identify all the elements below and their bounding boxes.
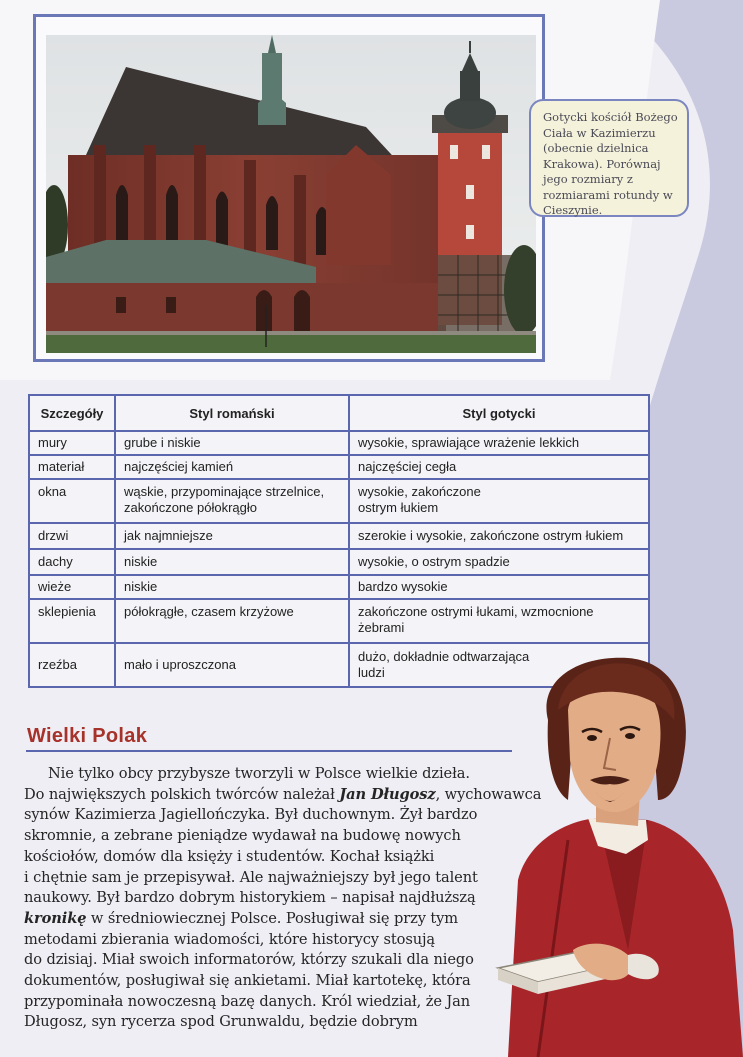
table-row bbox=[29, 549, 649, 575]
body-line: skromnie, a zebrane pieniądze wydawał na budowę nowych bbox=[24, 827, 461, 845]
section-title-rule bbox=[26, 750, 512, 752]
jan-dlugosz-portrait bbox=[478, 650, 743, 1057]
emphasis-kronika: kronikę bbox=[24, 909, 87, 927]
photo-caption bbox=[529, 99, 689, 217]
table-header-row bbox=[29, 395, 649, 431]
cell-gothic: wysokie, zakończone ostrym łukiem bbox=[349, 479, 649, 523]
body-line: kościołów, domów dla księży i studentów. Kochał książki bbox=[24, 847, 435, 865]
header-gothic: Styl gotycki bbox=[349, 395, 649, 431]
cell-romanesque: wąskie, przypominające strzelnice, zakończone półokrągło bbox=[115, 479, 349, 523]
photo-caption-text: Gotycki kościół Bożego Ciała w Kazimierzu (obecnie dzielnica Krakowa). Porównaj jego rozmiary z rozmiarami rotundy w Cieszynie. bbox=[543, 110, 678, 217]
photo-frame bbox=[33, 14, 545, 362]
body-line: synów Kazimierza Jagiellończyka. Był duchownym. Żył bardzo bbox=[24, 806, 478, 824]
cell-romanesque: półokrągłe, czasem krzyżowe bbox=[115, 599, 349, 643]
section-title: Wielki Polak bbox=[27, 725, 148, 747]
church-photo bbox=[46, 35, 536, 353]
body-line-part: , wychowawca bbox=[435, 785, 542, 803]
body-line bbox=[24, 909, 524, 930]
body-line: Nie tylko obcy przybysze tworzyli w Polsce wielkie dzieła. bbox=[48, 765, 470, 782]
cell-detail: wieże bbox=[29, 575, 115, 599]
cell-gothic: bardzo wysokie bbox=[349, 575, 649, 599]
table-row bbox=[29, 575, 649, 599]
body-line: do dzisiaj. Miał swoich informatorów, którzy szukali dla niego bbox=[24, 951, 474, 969]
body-line bbox=[24, 785, 542, 806]
header-details: Szczegóły bbox=[29, 395, 115, 431]
cell-gothic: najczęściej cegła bbox=[349, 455, 649, 479]
cell-romanesque: mało i uproszczona bbox=[115, 643, 349, 687]
body-line-part: Do największych polskich twórców należał bbox=[24, 785, 335, 803]
cell-detail: rzeźba bbox=[29, 643, 115, 687]
cell-detail: okna bbox=[29, 479, 115, 523]
cell-detail: mury bbox=[29, 431, 115, 455]
body-line: metodami zbierania wiadomości, które historycy stosują bbox=[24, 930, 436, 948]
body-line: naukowy. Był bardzo dobrym historykiem – napisał najdłuższą bbox=[24, 889, 476, 907]
architecture-comparison-table bbox=[28, 394, 650, 688]
cell-detail: dachy bbox=[29, 549, 115, 575]
body-line-part: w średniowiecznej Polsce. Posługiwał się przy tym bbox=[86, 909, 459, 927]
cell-romanesque: niskie bbox=[115, 549, 349, 575]
gothic-church-illustration bbox=[46, 35, 536, 353]
table-row bbox=[29, 431, 649, 455]
body-line: Długosz, syn rycerza spod Grunwaldu, będzie dobrym bbox=[24, 1013, 418, 1031]
cell-gothic: szerokie i wysokie, zakończone ostrym łukiem bbox=[349, 523, 649, 549]
cell-romanesque: grube i niskie bbox=[115, 431, 349, 455]
body-line: i chętnie sam je przepisywał. Ale najważniejszy był jego talent bbox=[24, 868, 478, 886]
cell-romanesque: jak najmniejsze bbox=[115, 523, 349, 549]
cell-detail: drzwi bbox=[29, 523, 115, 549]
table-row bbox=[29, 479, 649, 523]
cell-romanesque: najczęściej kamień bbox=[115, 455, 349, 479]
cell-gothic: dużo, dokładnie odtwarzająca ludzi bbox=[349, 643, 649, 687]
emphasis-jan-dlugosz: Jan Długosz bbox=[339, 785, 436, 803]
section-body bbox=[24, 764, 542, 1033]
table-row bbox=[29, 599, 649, 643]
cell-detail: sklepienia bbox=[29, 599, 115, 643]
table-row bbox=[29, 455, 649, 479]
cell-gothic: wysokie, o ostrym spadzie bbox=[349, 549, 649, 575]
body-line: dokumentów, posługiwał się ankietami. Miał kartotekę, która bbox=[24, 972, 471, 990]
header-romanesque: Styl romański bbox=[115, 395, 349, 431]
cell-detail: materiał bbox=[29, 455, 115, 479]
body-line: przypominała nowoczesną bazę danych. Król wiedział, że Jan bbox=[24, 992, 471, 1010]
cell-gothic: wysokie, sprawiające wrażenie lekkich bbox=[349, 431, 649, 455]
cell-romanesque: niskie bbox=[115, 575, 349, 599]
cell-gothic: zakończone ostrymi łukami, wzmocnione żebrami bbox=[349, 599, 649, 643]
table-row bbox=[29, 523, 649, 549]
